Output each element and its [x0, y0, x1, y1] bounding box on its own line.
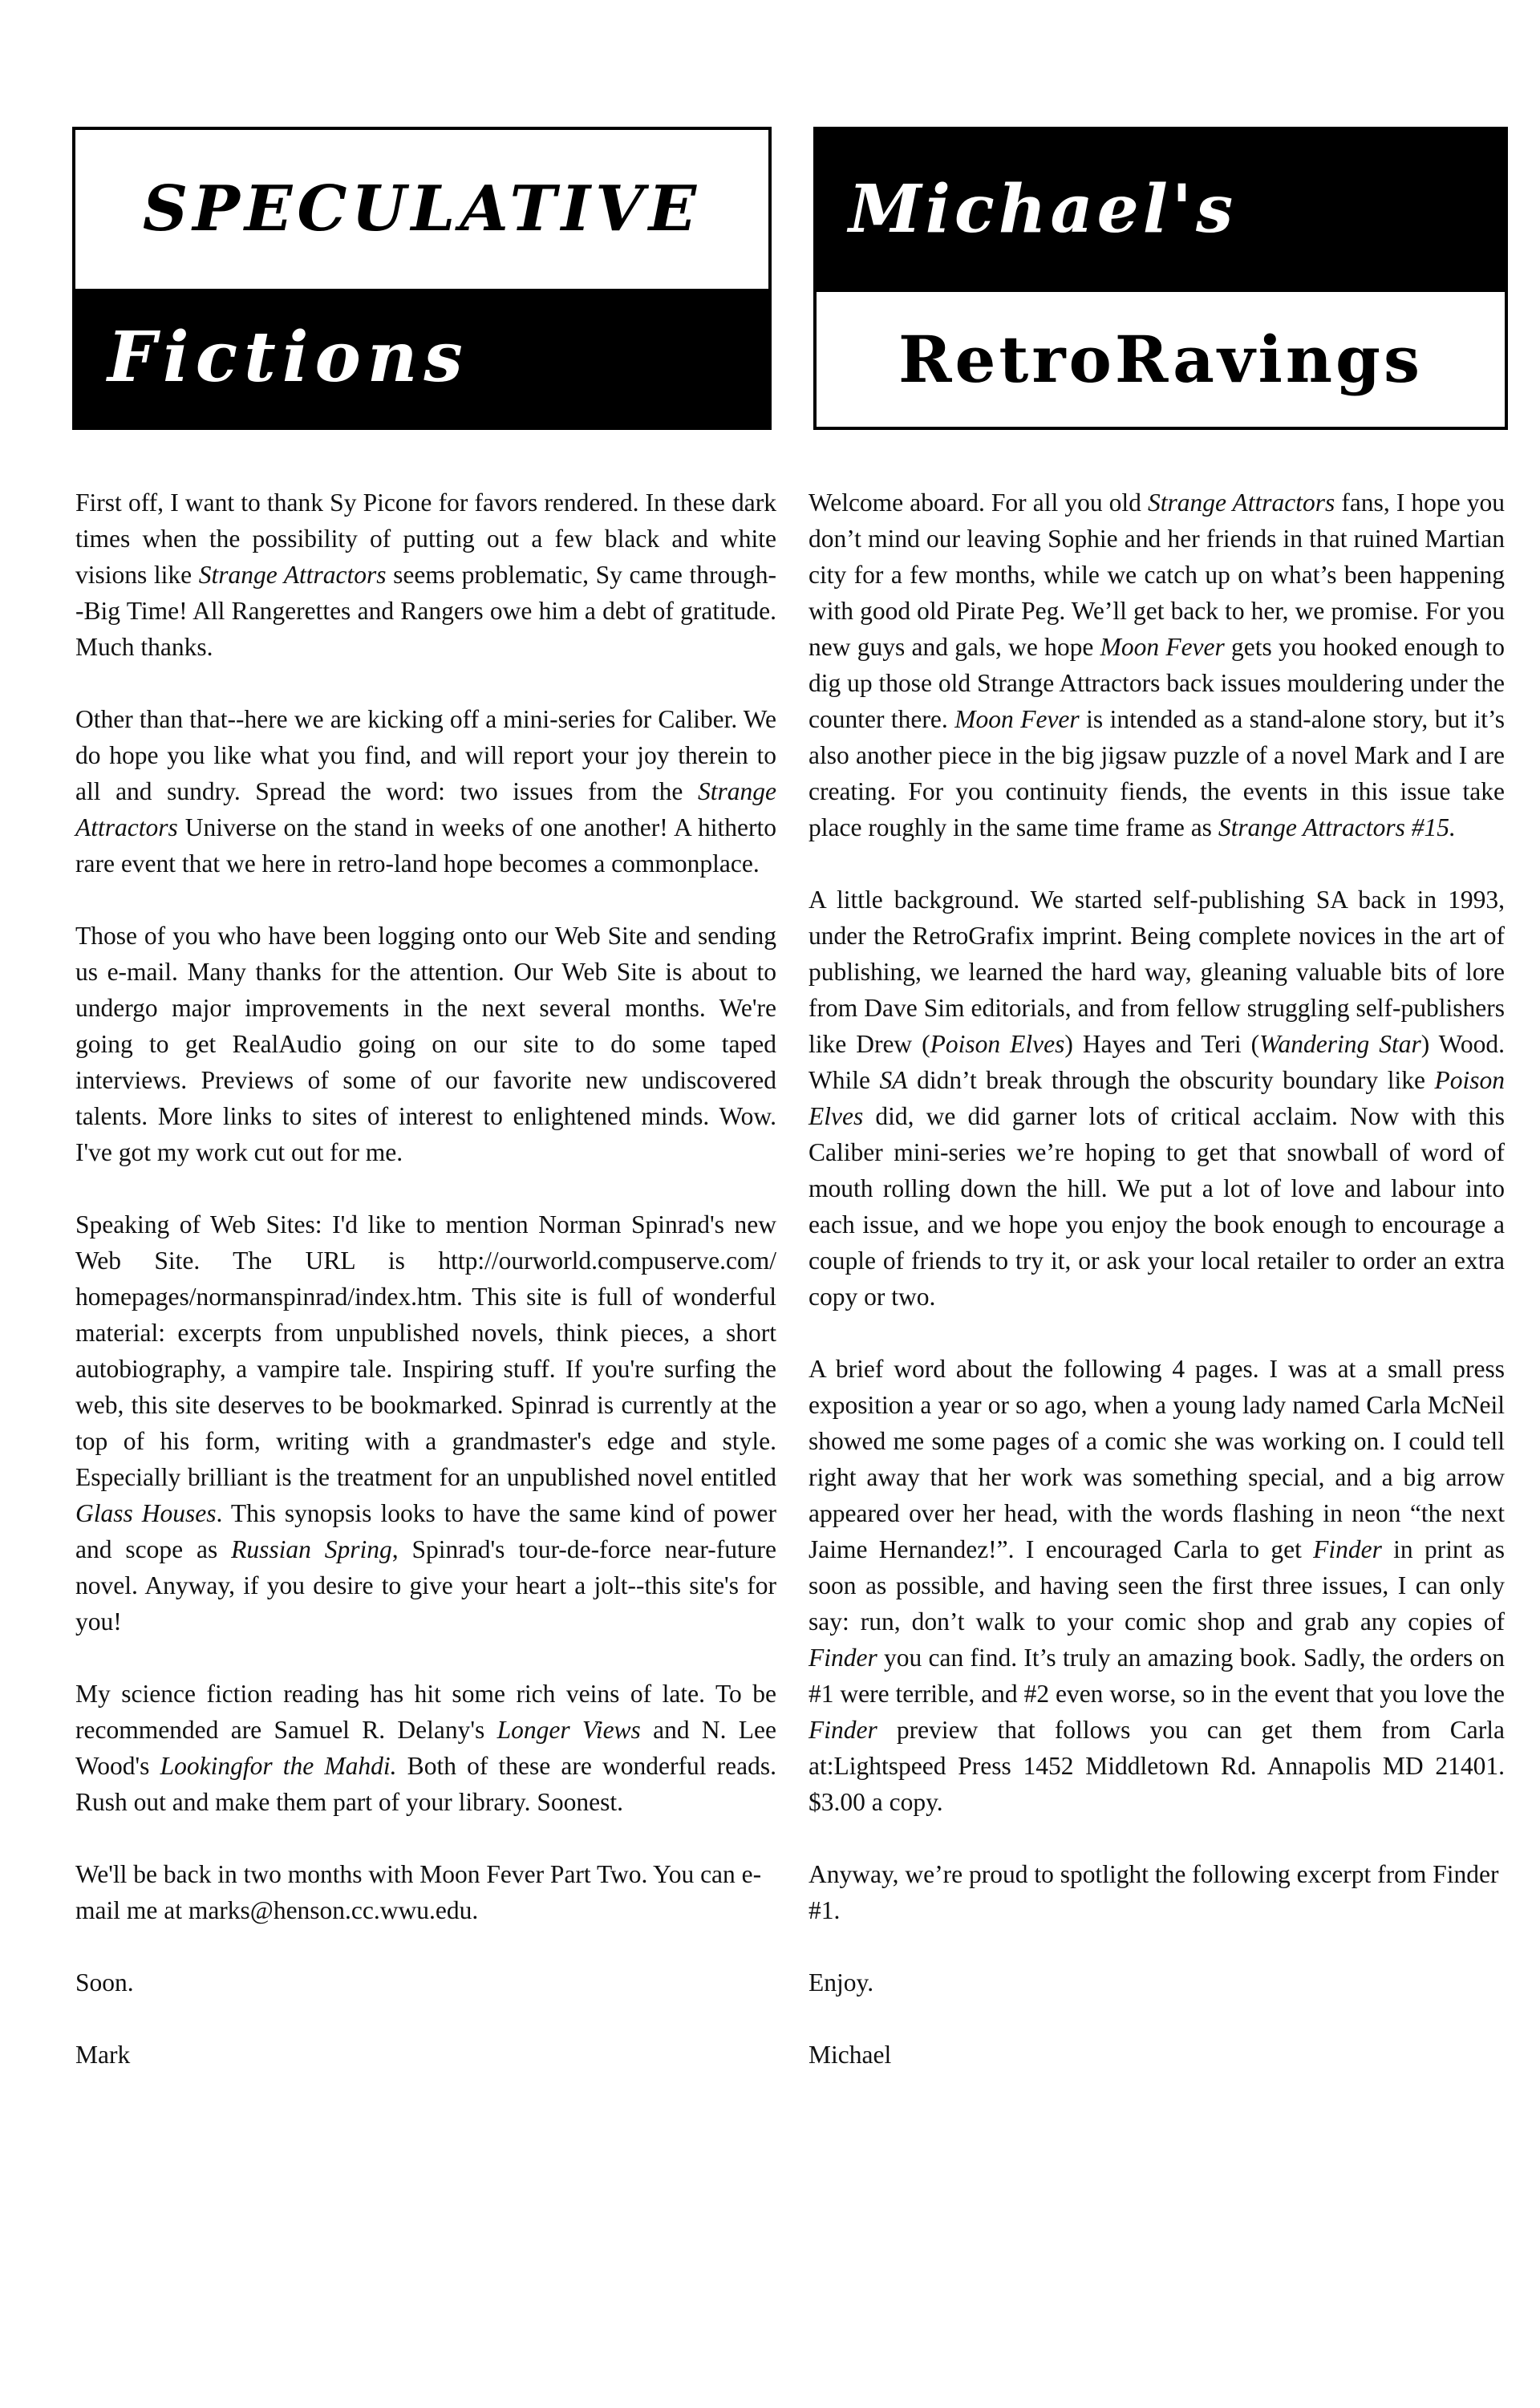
paragraph: A brief word about the following 4 pages. I was at a small press exposition a year or so ago, when a young lady named Carla McNeil showed me some pages of a comic she was working on. I could tell right away that her work was something special, and a big arrow appeared over her head, with the words flashing in neon “the next Jaime Hernandez!”. I encouraged Carla to get Finder in print as soon as possible, and having seen the first three issues, I can only say: run, don’t walk to your comic shop and grab any copies of Finder you can find. It’s truly an amazing book. Sadly, the orders on #1 were terrible, and #2 even worse, so in the event that you love the Finder preview that follows you can get them from Carla at:Lightspeed Press 1452 Middletown Rd. Annapolis MD 21401. $3.00 a copy. — [808, 1355, 1505, 1816]
signature: Mark — [75, 2041, 131, 2069]
retroravings-header — [813, 127, 1508, 430]
header-bottom-band — [75, 289, 768, 427]
header-top-band — [75, 130, 768, 289]
header-bottom-band — [817, 289, 1505, 427]
signoff: Soon. — [75, 1968, 134, 1997]
left-column — [75, 484, 776, 2109]
paragraph: Other than that--here we are kicking off a mini-series for Caliber. We do hope you like what you find, and will report your joy therein to all and sundry. Spread the word: two issues from the Strange Attractors Universe on the stand in weeks of one another! A hitherto rare event that we here in retro-land hope becomes a commonplace. — [75, 705, 776, 878]
paragraph: We'll be back in two months with Moon Fever Part Two. You can e-mail me at marks@henson.cc.wwu.edu. — [75, 1860, 762, 1924]
header-title-line2: RetroRavings — [898, 322, 1423, 397]
right-column — [808, 484, 1505, 2109]
paragraph: A little background. We started self-publishing SA back in 1993, under the RetroGrafix imprint. Being complete novices in the art of publishing, we learned the hard way, gleaning valuable bits of lore from Dave Sim editorials, and from fellow struggling self-publishers like Drew (Poison Elves) Hayes and Teri (Wandering Star) Wood. While SA didn’t break through the obscurity boundary like Poison Elves did, we did garner lots of critical acclaim. Now with this Caliber mini-series we’re hoping to get that snowball of word of mouth rolling down the hill. We put a lot of love and labour into each issue, and we hope you enjoy the book enough to encourage a couple of friends to try it, or ask your local retailer to order an extra copy or two. — [808, 886, 1506, 1311]
header-title-line1: SPECULATIVE — [142, 172, 702, 245]
paragraph: First off, I want to thank Sy Picone for favors rendered. In these dark times when the possibility of putting out a few black and white visions like Strange Attractors seems problematic, Sy came through--Big Time! All Rangerettes and Rangers owe him a debt of gratitude. Much thanks. — [75, 488, 776, 661]
paragraph: Anyway, we’re proud to spotlight the following excerpt from Finder #1. — [808, 1860, 1499, 1924]
header-title-line2: Fictions — [107, 317, 469, 398]
signature: Michael — [808, 2041, 892, 2069]
speculative-fictions-header — [72, 127, 772, 430]
paragraph: Speaking of Web Sites: I'd like to mention Norman Spinrad's new Web Site. The URL is http://ourworld.compuserve.com/ homepages/normanspinrad/index.htm. This site is full of wonderful material: excerpts from unpublished novels, think pieces, a short autobiography, a vampire tale. Inspiring stuff. If you're surfing the web, this site deserves to be bookmarked. Spinrad is currently at the top of his form, writing with a grandmaster's edge and style. Especially brilliant is the treatment for an unpublished novel entitled Glass Houses. This synopsis looks to have the same kind of power and scope as Russian Spring, Spinrad's tour-de-force near-future novel. Anyway, if you desire to give your heart a jolt--this site's for you! — [75, 1210, 776, 1636]
paragraph: My science fiction reading has hit some rich veins of late. To be recommended are Samuel R. Delany's Longer Views and N. Lee Wood's Lookingfor the Mahdi. Both of these are wonderful reads. Rush out and make them part of your library. Soonest. — [75, 1680, 777, 1816]
signoff: Enjoy. — [808, 1968, 874, 1997]
header-top-band — [817, 130, 1505, 289]
header-title-line1: Michael's — [849, 171, 1238, 248]
paragraph: Welcome aboard. For all you old Strange Attractors fans, I hope you don’t mind our leaving Sophie and her friends in that ruined Martian city for a few months, while we catch up on what’s been happening with good old Pirate Peg. We’ll get back to her, we promise. For you new guys and gals, we hope Moon Fever gets you hooked enough to dig up those old Strange Attractors back issues mouldering under the counter there. Moon Fever is intended as a stand-alone story, but it’s also another piece in the big jigsaw puzzle of a novel Mark and I are creating. For you continuity fiends, the events in this issue take place roughly in the same time frame as Strange Attractors #15. — [808, 488, 1506, 841]
paragraph: Those of you who have been logging onto our Web Site and sending us e-mail. Many thanks for the attention. Our Web Site is about to undergo major improvements in the next several months. We're going to get RealAudio going on our site to do some taped interviews. Previews of some of our favorite new undiscovered talents. More links to sites of interest to enlightened minds. Wow. I've got my work cut out for me. — [75, 922, 776, 1166]
